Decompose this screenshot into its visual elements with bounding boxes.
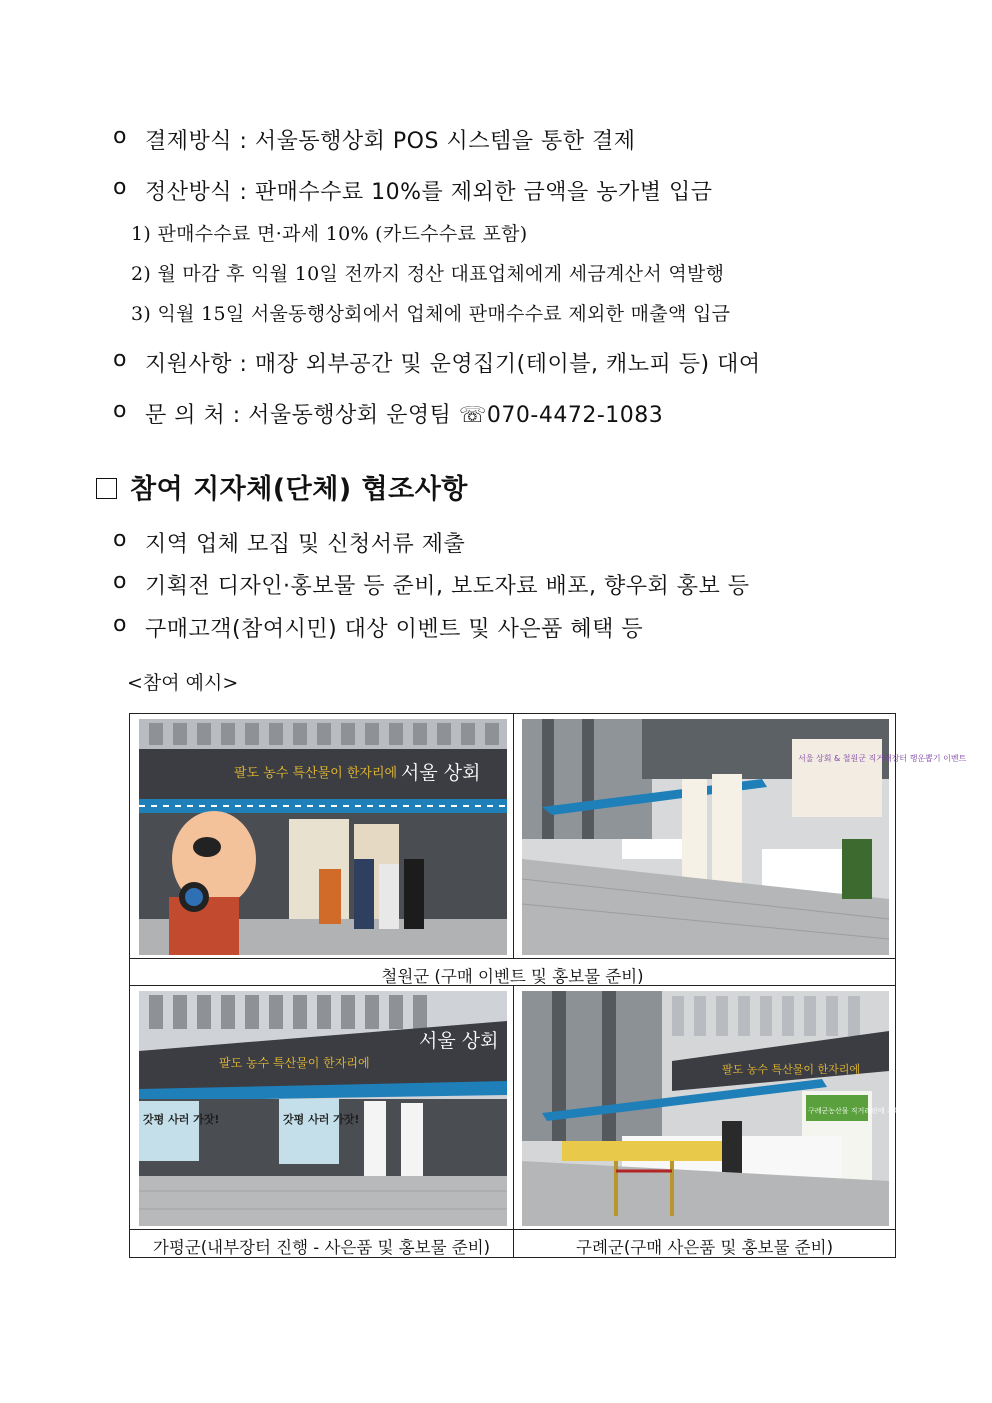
bullet-marker: o <box>113 124 127 149</box>
store-sign-text: 팔도 농수 특산물이 한자리에 <box>722 1063 861 1076</box>
table-divider <box>513 714 514 958</box>
section-heading-text: 참여 지자체(단체) 협조사항 <box>130 474 468 505</box>
section-bullet-text: 기획전 디자인·홍보물 등 준비, 보도자료 배포, 향우회 홍보 등 <box>145 574 750 599</box>
example-label: <참여 예시> <box>127 672 239 694</box>
photo-gurye <box>522 991 908 1226</box>
support-text-paren: (테이블, 캐노피 등) <box>516 352 710 377</box>
section-bullet-text: 구매고객(참여시민) 대상 이벤트 및 사은품 혜택 등 <box>145 617 644 642</box>
photo-cheorwon-mascot <box>139 719 507 955</box>
store-sign-text: 팔도 농수 특산물이 한자리에 <box>234 766 398 781</box>
photo-cheorwon-stalls <box>522 719 967 955</box>
cheorwon-banner-text: 서울 상회 & 철원군 직거래장터 행운뽑기 이벤트 <box>798 754 967 763</box>
store-sign-text: 팔도 농수 특산물이 한자리에 <box>219 1056 370 1070</box>
store-brand-text: 서울 상회 <box>419 1030 499 1052</box>
gurye-banner-text: 구례군농산물 직거래판매 기획전 <box>808 1107 908 1115</box>
sub-item-1: 1) 판매수수료 면·과세 10% (카드수수료 포함) <box>131 223 528 245</box>
checkbox-square-icon <box>96 478 117 499</box>
table-divider <box>513 985 514 1229</box>
caption-gapyeong: 가평군(내부장터 진행 - 사은품 및 홍보물 준비) <box>152 1238 491 1257</box>
bullet-marker: o <box>113 347 127 372</box>
sub-item-2: 2) 월 마감 후 익월 10일 전까지 정산 대표업체에게 세금계산서 역발행 <box>131 263 725 285</box>
bullet-marker: o <box>113 175 127 200</box>
gapyeong-banner-text: 갓평 사러 가잣! <box>143 1113 220 1126</box>
bullet-marker: o <box>113 398 127 423</box>
bullet-marker: o <box>113 569 127 594</box>
section-bullet-text: 지역 업체 모집 및 신청서류 제출 <box>145 532 466 557</box>
photo-gapyeong <box>139 991 507 1226</box>
settlement-text: 정산방식 : 판매수수료 10%를 제외한 금액을 농가별 입금 <box>145 180 713 205</box>
gapyeong-banner-text: 갓평 사러 가잣! <box>283 1113 360 1126</box>
bullet-marker: o <box>113 527 127 552</box>
payment-text: 결제방식 : 서울동행상회 POS 시스템을 통한 결제 <box>145 129 636 154</box>
bullet-marker: o <box>113 612 127 637</box>
support-text-tail: 대여 <box>709 352 761 377</box>
sub-item-3: 3) 익월 15일 서울동행상회에서 업체에 판매수수료 제외한 매출액 입금 <box>131 303 731 325</box>
support-text-main: 지원사항 : 매장 외부공간 및 운영집기 <box>145 352 517 377</box>
support-text <box>145 347 761 378</box>
caption-cheorwon: 철원군 (구매 이벤트 및 홍보물 준비) <box>381 967 644 986</box>
store-brand-text: 서울 상회 <box>401 762 481 784</box>
contact-text: 문 의 처 : 서울동행상회 운영팀 ☏070-4472-1083 <box>145 403 664 428</box>
caption-gurye: 구례군(구매 사은품 및 홍보물 준비) <box>576 1238 833 1257</box>
photo-table <box>129 713 967 1258</box>
section-heading <box>96 467 468 506</box>
table-divider <box>130 958 895 959</box>
